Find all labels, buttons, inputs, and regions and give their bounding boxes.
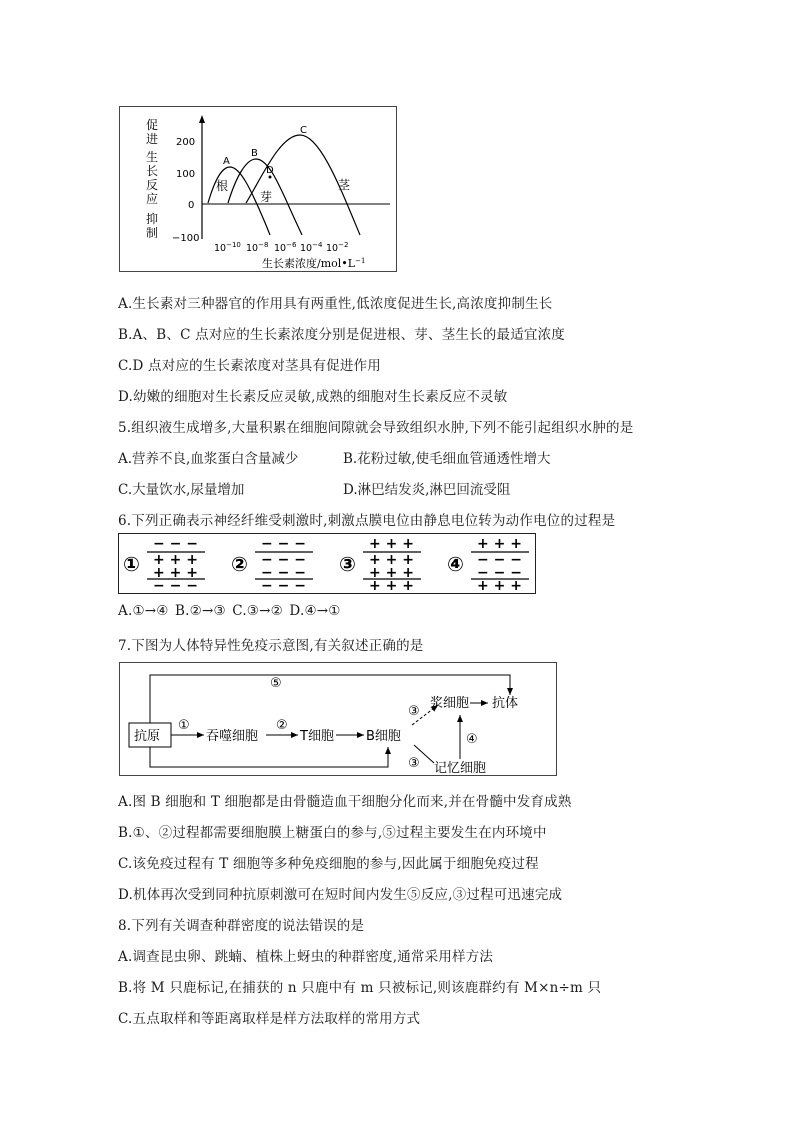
q5-option-b: B.花粉过敏,使毛细血管通透性增大 bbox=[343, 451, 551, 467]
svg-text:− − −: − − − bbox=[153, 536, 198, 552]
x-axis-label: 生长素浓度$/mol•L^{-1}$ bbox=[262, 257, 366, 270]
q8-option-a: A.调查昆虫卵、跳蝻、植株上蚜虫的种群密度,通常采用样方法 bbox=[118, 949, 494, 965]
antibody-label: 抗体 bbox=[492, 696, 519, 711]
ylabel-growth bbox=[146, 149, 158, 206]
svg-text:促: 促 bbox=[146, 118, 159, 132]
point-a-label: A bbox=[223, 156, 230, 167]
tcell-label: T细胞 bbox=[300, 729, 334, 744]
q4-option-d: D.幼嫩的细胞对生长素反应灵敏,成熟的细胞对生长素反应不灵敏 bbox=[118, 389, 508, 405]
svg-text:− − −: − − − bbox=[261, 565, 306, 581]
auxin-curve-figure bbox=[119, 106, 397, 272]
q5-stem: 5.组织液生成增多,大量积累在细胞间隙就会导致组织水肿,下列不能引起组织水肿的是 bbox=[118, 420, 634, 436]
membrane-potential-svg bbox=[119, 534, 534, 592]
step-1-label: ① bbox=[178, 718, 190, 733]
q7-option-d: D.机体再次受到同种抗原刺激可在短时间内发生⑤反应,③过程可迅速完成 bbox=[118, 887, 563, 903]
xtick-3: $10^{-6}$ bbox=[274, 241, 297, 254]
point-b-label: B bbox=[251, 148, 258, 159]
q4-option-c: C.D 点对应的生长素浓度对茎具有促进作用 bbox=[118, 358, 381, 374]
svg-text:+ + +: + + + bbox=[477, 536, 522, 552]
point-c-label: C bbox=[300, 125, 307, 136]
step-2-label: ② bbox=[276, 718, 288, 733]
point-d-marker bbox=[269, 176, 272, 179]
membrane-potential-figure bbox=[118, 533, 536, 594]
memory-label: 记忆细胞 bbox=[434, 761, 487, 775]
membrane-diagram-2 bbox=[255, 536, 313, 592]
q4-option-b: B.A、B、C 点对应的生长素浓度分别是促进根、芽、茎生长的最适宜浓度 bbox=[118, 327, 566, 343]
svg-text:+ + +: + + + bbox=[477, 578, 522, 592]
ytick-minus100: −100 bbox=[172, 233, 200, 244]
svg-text:− − −: − − − bbox=[477, 552, 522, 568]
q5-option-a: A.营养不良,血浆蛋白含量减少 bbox=[118, 451, 299, 467]
svg-text:生: 生 bbox=[146, 150, 159, 164]
svg-text:应: 应 bbox=[146, 192, 159, 206]
xtick-1: $10^{-10}$ bbox=[214, 241, 241, 254]
svg-text:− − −: − − − bbox=[261, 552, 306, 568]
membrane-label-3: ③ bbox=[339, 552, 356, 576]
immune-diagram bbox=[119, 662, 557, 776]
x-ticks bbox=[214, 241, 348, 254]
q5-option-d: D.淋巴结发炎,淋巴回流受阻 bbox=[343, 482, 511, 498]
immune-diagram-svg bbox=[120, 663, 556, 775]
auxin-curve-svg bbox=[120, 107, 396, 271]
ytick-0: 0 bbox=[188, 200, 195, 211]
svg-text:进: 进 bbox=[146, 132, 159, 146]
phagocyte-label: 吞噬细胞 bbox=[206, 729, 259, 744]
xtick-5: $10^{-2}$ bbox=[326, 241, 349, 254]
arrow-antigen-to-bcell bbox=[150, 747, 388, 767]
svg-text:反: 反 bbox=[146, 178, 159, 192]
ytick-100: 100 bbox=[176, 169, 196, 180]
step-3a-label: ③ bbox=[408, 704, 420, 719]
q5-option-c: C.大量饮水,尿量增加 bbox=[118, 482, 245, 498]
svg-text:+ + +: + + + bbox=[153, 565, 198, 581]
membrane-diagram-4 bbox=[471, 536, 529, 592]
svg-text:− − −: − − − bbox=[153, 578, 198, 592]
membrane-label-1: ① bbox=[123, 552, 140, 576]
organ-bud-label: 芽 bbox=[260, 190, 273, 204]
q6-stem: 6.下列正确表示神经纤维受刺激时,刺激点膜电位由静息电位转为动作电位的过程是 bbox=[118, 513, 616, 529]
plasma-label: 浆细胞 bbox=[430, 696, 470, 711]
q8-stem: 8.下列有关调查种群密度的说法错误的是 bbox=[118, 918, 365, 934]
antigen-label: 抗原 bbox=[134, 729, 161, 744]
membrane-label-4: ④ bbox=[447, 552, 464, 576]
svg-text:抑: 抑 bbox=[146, 212, 159, 226]
q7-option-a: A.图 B 细胞和 T 细胞都是由骨髓造血干细胞分化而来,并在骨髓中发育成熟 bbox=[118, 794, 572, 810]
q8-option-c: C.五点取样和等距离取样是样方法取样的常用方式 bbox=[118, 1011, 421, 1027]
xtick-2: $10^{-8}$ bbox=[246, 241, 269, 254]
membrane-diagram-1 bbox=[147, 536, 205, 592]
q7-stem: 7.下图为人体特异性免疫示意图,有关叙述正确的是 bbox=[118, 638, 424, 654]
step-5-label: ⑤ bbox=[270, 676, 282, 691]
ytick-200: 200 bbox=[176, 137, 196, 148]
step-4-label: ④ bbox=[466, 732, 478, 747]
svg-text:+ + +: + + + bbox=[369, 578, 414, 592]
q7-option-b: B.①、②过程都需要细胞膜上糖蛋白的参与,⑤过程主要发生在内环境中 bbox=[118, 825, 547, 841]
step-3b-label: ③ bbox=[408, 756, 420, 771]
svg-text:− − −: − − − bbox=[261, 536, 306, 552]
membrane-diagram-3 bbox=[363, 536, 421, 592]
ylabel-inhibit bbox=[146, 211, 158, 240]
svg-text:− − −: − − − bbox=[261, 578, 306, 592]
bcell-label: B细胞 bbox=[366, 729, 401, 744]
svg-text:+ + +: + + + bbox=[369, 536, 414, 552]
organ-stem-label: 茎 bbox=[338, 178, 351, 192]
q7-option-c: C.该免疫过程有 T 细胞等多种免疫细胞的参与,因此属于细胞免疫过程 bbox=[118, 856, 539, 872]
svg-text:制: 制 bbox=[146, 226, 159, 240]
svg-text:+ + +: + + + bbox=[369, 565, 414, 581]
svg-text:+ + +: + + + bbox=[153, 552, 198, 568]
svg-text:长: 长 bbox=[146, 164, 159, 178]
svg-text:− − −: − − − bbox=[477, 565, 522, 581]
q8-option-b: B.将 M 只鹿标记,在捕获的 n 只鹿中有 m 只被标记,则该鹿群约有 M×n÷m 只 bbox=[118, 980, 602, 996]
organ-root-label: 根 bbox=[216, 179, 229, 193]
xtick-4: $10^{-4}$ bbox=[300, 241, 323, 254]
q6-options: A.①→④ B.②→③ C.③→② D.④→① bbox=[118, 603, 341, 619]
ylabel-promote bbox=[146, 118, 158, 146]
membrane-label-2: ② bbox=[231, 552, 248, 576]
y-axis-arrow bbox=[199, 115, 205, 123]
q4-option-a: A.生长素对三种器官的作用具有两重性,低浓度促进生长,高浓度抑制生长 bbox=[118, 296, 553, 312]
point-d-label: D bbox=[266, 165, 274, 176]
svg-text:+ + +: + + + bbox=[369, 552, 414, 568]
